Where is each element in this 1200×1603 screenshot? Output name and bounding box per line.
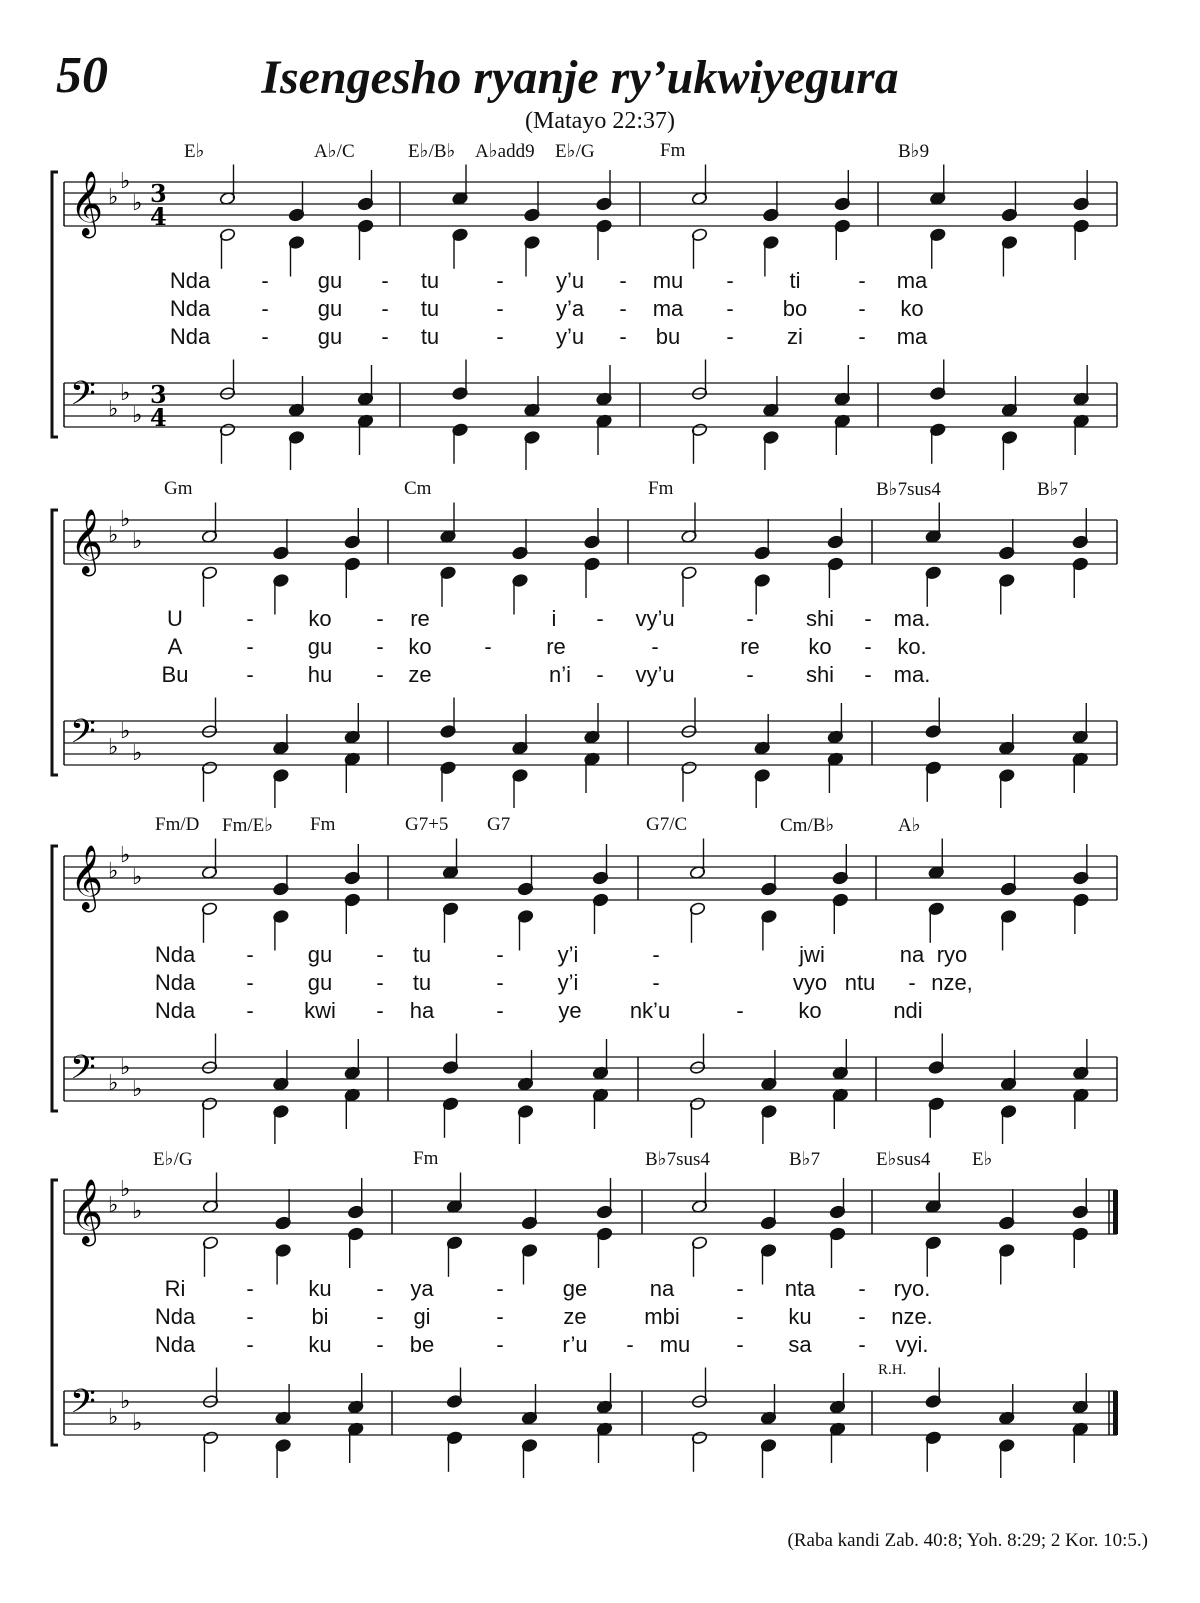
scripture-reference: (Matayo 22:37) (525, 108, 675, 134)
lyric-syllable: - (736, 998, 744, 1023)
lyric-syllable: - (376, 942, 384, 967)
system-bracket (52, 172, 58, 437)
time-signature-top: 3 (150, 380, 167, 409)
treble-clef-icon: 𝄞 (70, 845, 104, 910)
chord-symbol: B♭7sus4 (876, 479, 941, 500)
lyric-syllable: - (651, 634, 659, 659)
lyric-syllable: - (726, 268, 734, 293)
lyric-syllable: U (167, 606, 183, 631)
lyric-syllable: Nda (169, 324, 211, 349)
lyric-syllable: ko (308, 606, 332, 631)
lyric-syllable: ye (558, 998, 582, 1023)
lyric-syllable: gi (413, 1304, 431, 1329)
chord-symbol: Fm (648, 478, 674, 499)
lyric-syllable: ti (789, 268, 801, 293)
lyric-syllable: - (246, 1332, 254, 1357)
lyric-syllable: gu (307, 634, 333, 659)
lyric-syllable: gu (317, 296, 343, 321)
lyric-syllable: bo (782, 296, 808, 321)
chord-symbol: B♭7 (1037, 479, 1069, 500)
lyric-syllable: - (381, 268, 389, 293)
lyric-syllable: tu (420, 296, 440, 321)
flat-icon: ♭ (120, 843, 131, 868)
lyric-syllable: - (496, 1332, 504, 1357)
lyric-syllable: - (858, 1332, 866, 1357)
chord-symbol: G7/C (646, 814, 688, 835)
chord-symbol: E♭/G (555, 141, 595, 162)
time-signature-top: 3 (150, 179, 167, 208)
lyric-syllable: - (746, 606, 754, 631)
flat-icon: ♭ (108, 735, 119, 760)
bass-clef-icon: 𝄢 (70, 1049, 96, 1095)
lyric-syllable: gu (307, 970, 333, 995)
lyric-syllable: be (409, 1332, 435, 1357)
lyric-syllable: re (410, 606, 430, 631)
flat-icon: ♭ (120, 719, 131, 744)
lyric-syllable: sa (788, 1332, 812, 1357)
lyric-syllable: - (376, 998, 384, 1023)
flat-icon: ♭ (120, 169, 131, 194)
lyric-syllable: bu (655, 324, 681, 349)
lyric-syllable: ku (788, 1304, 812, 1329)
chord-symbol: Fm/E♭ (222, 815, 274, 836)
see-also-reference: (Raba kandi Zab. 40:8; Yoh. 8:29; 2 Kor. 10:5.) (787, 1530, 1148, 1551)
lyric-syllable: Bu (161, 662, 189, 687)
lyric-syllable: vy’u (635, 662, 675, 687)
lyric-syllable: A (167, 634, 183, 659)
lyric-syllable: ma (896, 324, 928, 349)
lyric-syllable: nta (784, 1276, 816, 1301)
lyric-syllable: - (864, 662, 872, 687)
lyric-syllable: - (496, 268, 504, 293)
lyric-syllable: jwi (799, 942, 825, 967)
lyric-syllable: - (652, 970, 660, 995)
flat-icon: ♭ (132, 403, 143, 428)
lyric-syllable: gu (307, 942, 333, 967)
lyric-syllable: kwi (304, 998, 336, 1023)
system-1 (0, 140, 1200, 470)
chord-symbol: A♭ (898, 815, 921, 836)
lyric-syllable: - (246, 942, 254, 967)
final-bar-thick (1113, 1190, 1118, 1234)
flat-icon: ♭ (120, 507, 131, 532)
chord-symbol: B♭7sus4 (645, 1149, 710, 1170)
lyric-syllable: tu (420, 268, 440, 293)
lyric-syllable: - (381, 324, 389, 349)
flat-icon: ♭ (120, 1055, 131, 1080)
lyric-syllable: ku (308, 1332, 332, 1357)
lyric-syllable: tu (412, 942, 432, 967)
chord-symbol: G7+5 (405, 814, 449, 835)
chord-symbol: A♭add9 (475, 141, 535, 162)
lyric-syllable: - (746, 662, 754, 687)
chord-symbol: E♭/B♭ (408, 141, 456, 162)
flat-icon: ♭ (120, 1389, 131, 1414)
lyric-syllable: - (496, 324, 504, 349)
lyric-syllable: re (546, 634, 566, 659)
lyric-syllable: mbi (644, 1304, 680, 1329)
lyric-syllable: - (736, 1332, 744, 1357)
lyric-syllable: zi (787, 324, 803, 349)
flat-icon: ♭ (132, 1411, 143, 1436)
time-signature-bottom: 4 (150, 202, 167, 231)
lyric-syllable: r’u (562, 1332, 588, 1357)
lyric-syllable: - (496, 942, 504, 967)
lyric-syllable: vy’u (635, 606, 675, 631)
lyric-syllable: - (376, 970, 384, 995)
lyric-syllable: ko (408, 634, 432, 659)
treble-clef-icon: 𝄞 (70, 509, 104, 574)
lyric-syllable: re (740, 634, 760, 659)
lyric-syllable: Ri (164, 1276, 186, 1301)
lyric-syllable: Nda (169, 296, 211, 321)
chord-symbol: E♭/G (153, 1149, 193, 1170)
time-signature-bottom: 4 (150, 403, 167, 432)
lyric-syllable: nze, (931, 970, 973, 995)
lyric-syllable: shi (805, 662, 835, 687)
lyric-syllable: tu (420, 324, 440, 349)
lyric-syllable: - (858, 1304, 866, 1329)
hymn-number: 50 (56, 47, 108, 104)
flat-icon: ♭ (108, 1193, 119, 1218)
lyric-syllable: n’i (548, 662, 572, 687)
lyric-syllable: nze. (891, 1304, 933, 1329)
lyric-syllable: ku (308, 1276, 332, 1301)
lyric-syllable: ko (808, 634, 832, 659)
lyric-syllable: na (649, 1276, 675, 1301)
right-hand-annotation: R.H. (878, 1362, 907, 1378)
treble-clef-icon: 𝄞 (70, 1179, 104, 1244)
flat-icon: ♭ (108, 1405, 119, 1430)
system-bracket (52, 846, 58, 1111)
lyric-syllable: - (246, 1304, 254, 1329)
lyric-syllable: - (496, 1304, 504, 1329)
lyric-syllable: Nda (154, 1332, 196, 1357)
flat-icon: ♭ (108, 859, 119, 884)
lyric-syllable: ko (798, 998, 822, 1023)
lyric-syllable: - (246, 634, 254, 659)
flat-icon: ♭ (120, 1177, 131, 1202)
lyric-syllable: - (626, 1332, 634, 1357)
lyric-syllable: - (376, 662, 384, 687)
chord-symbol: Cm (404, 478, 432, 499)
system-bracket (52, 1180, 58, 1445)
lyric-syllable: - (246, 998, 254, 1023)
bass-staff (64, 1383, 1118, 1436)
system-2 (0, 478, 1200, 808)
lyric-syllable: mu (659, 1332, 691, 1357)
flat-icon: ♭ (132, 529, 143, 554)
lyric-syllable: - (858, 1276, 866, 1301)
treble-staff (64, 1177, 1118, 1246)
lyric-syllable: - (596, 662, 604, 687)
lyric-syllable: - (736, 1276, 744, 1301)
system-4 (0, 1148, 1200, 1478)
lyric-syllable: i (551, 606, 557, 631)
lyric-syllable: - (496, 296, 504, 321)
lyric-syllable: ndi (893, 998, 923, 1023)
treble-staff (64, 843, 1117, 912)
lyric-syllable: gu (317, 268, 343, 293)
lyric-syllable: - (261, 296, 269, 321)
lyric-syllable: Nda (169, 268, 211, 293)
lyric-syllable: - (376, 1276, 384, 1301)
lyric-syllable: - (619, 324, 627, 349)
flat-icon: ♭ (132, 1077, 143, 1102)
lyric-syllable: - (596, 606, 604, 631)
flat-icon: ♭ (108, 397, 119, 422)
lyric-syllable: - (858, 268, 866, 293)
lyric-syllable: - (376, 634, 384, 659)
lyric-syllable: Nda (154, 970, 196, 995)
lyric-syllable: - (496, 970, 504, 995)
flat-icon: ♭ (108, 1071, 119, 1096)
lyric-syllable: - (858, 296, 866, 321)
lyric-syllable: ya (410, 1276, 434, 1301)
bass-clef-icon: 𝄢 (70, 375, 96, 421)
lyric-syllable: y’u (555, 268, 585, 293)
treble-clef-icon: 𝄞 (70, 171, 104, 236)
chord-symbol: Fm/D (155, 814, 200, 835)
chord-symbol: E♭ (972, 1149, 993, 1170)
lyric-syllable: ntu (844, 970, 876, 995)
lyric-syllable: ko. (897, 634, 927, 659)
lyric-syllable: y’i (557, 970, 579, 995)
hymn-title: Isengesho ryanje ry’ukwiyegura (261, 51, 899, 104)
lyric-syllable: - (376, 1304, 384, 1329)
lyric-syllable: - (496, 1276, 504, 1301)
lyric-syllable: ha (409, 998, 435, 1023)
chord-symbol: Gm (164, 478, 193, 499)
treble-staff (64, 169, 1117, 238)
lyric-syllable: gu (317, 324, 343, 349)
lyric-syllable: - (864, 634, 872, 659)
lyric-syllable: ma (652, 296, 684, 321)
flat-icon: ♭ (132, 741, 143, 766)
lyric-syllable: - (726, 296, 734, 321)
flat-icon: ♭ (132, 1199, 143, 1224)
chord-symbol: Fm (310, 814, 336, 835)
lyric-syllable: y’a (555, 296, 585, 321)
flat-icon: ♭ (132, 865, 143, 890)
lyric-syllable: ryo. (893, 1276, 931, 1301)
lyric-syllable: ko (900, 296, 924, 321)
lyric-syllable: Nda (154, 998, 196, 1023)
lyric-syllable: Nda (154, 1304, 196, 1329)
lyric-syllable: ze (408, 662, 432, 687)
lyric-syllable: - (261, 324, 269, 349)
lyric-syllable: ryo (936, 942, 968, 967)
lyric-syllable: ze (563, 1304, 587, 1329)
lyric-syllable: - (376, 1332, 384, 1357)
system-3 (0, 814, 1200, 1144)
lyric-syllable: - (496, 998, 504, 1023)
lyric-syllable: - (619, 296, 627, 321)
lyric-syllable: - (376, 606, 384, 631)
lyric-syllable: ma. (893, 606, 931, 631)
flat-icon: ♭ (120, 381, 131, 406)
lyric-syllable: y’u (555, 324, 585, 349)
lyric-syllable: - (246, 606, 254, 631)
chord-symbol: Fm (413, 1148, 439, 1169)
lyric-syllable: mu (652, 268, 684, 293)
flat-icon: ♭ (108, 185, 119, 210)
lyric-syllable: - (726, 324, 734, 349)
lyric-syllable: tu (412, 970, 432, 995)
lyric-syllable: - (381, 296, 389, 321)
lyric-syllable: - (908, 970, 916, 995)
lyric-syllable: - (246, 1276, 254, 1301)
flat-icon: ♭ (132, 191, 143, 216)
lyric-syllable: y’i (557, 942, 579, 967)
lyric-syllable: - (864, 606, 872, 631)
flat-icon: ♭ (108, 523, 119, 548)
lyric-syllable: - (858, 324, 866, 349)
lyric-syllable: - (246, 970, 254, 995)
lyric-syllable: shi (805, 606, 835, 631)
bass-clef-icon: 𝄢 (70, 713, 96, 759)
lyric-syllable: ma. (893, 662, 931, 687)
system-bracket (52, 510, 58, 775)
lyric-syllable: nk’u (629, 998, 671, 1023)
lyric-syllable: - (246, 662, 254, 687)
lyric-syllable: - (736, 1304, 744, 1329)
chord-symbol: G7 (487, 814, 511, 835)
bass-staff (64, 1049, 1117, 1102)
final-bar-thick (1113, 1391, 1118, 1435)
chord-symbol: E♭sus4 (876, 1149, 931, 1170)
bass-clef-icon: 𝄢 (70, 1383, 96, 1429)
chord-symbol: Fm (660, 140, 686, 161)
lyric-syllable: vyo (792, 970, 828, 995)
bass-staff (64, 375, 1117, 432)
chord-symbol: E♭ (184, 141, 205, 162)
chord-symbol: B♭9 (898, 141, 930, 162)
lyric-syllable: - (261, 268, 269, 293)
chord-symbol: B♭7 (789, 1149, 821, 1170)
lyric-syllable: - (619, 268, 627, 293)
lyric-syllable: na (899, 942, 925, 967)
lyric-syllable: hu (307, 662, 333, 687)
chord-symbol: A♭/C (314, 141, 355, 162)
lyric-syllable: ma (896, 268, 928, 293)
lyric-syllable: ge (562, 1276, 588, 1301)
lyric-syllable: bi (311, 1304, 329, 1329)
lyric-syllable: - (484, 634, 492, 659)
lyric-syllable: vyi. (895, 1332, 929, 1357)
lyric-syllable: - (652, 942, 660, 967)
chord-symbol: Cm/B♭ (780, 815, 835, 836)
lyric-syllable: Nda (154, 942, 196, 967)
